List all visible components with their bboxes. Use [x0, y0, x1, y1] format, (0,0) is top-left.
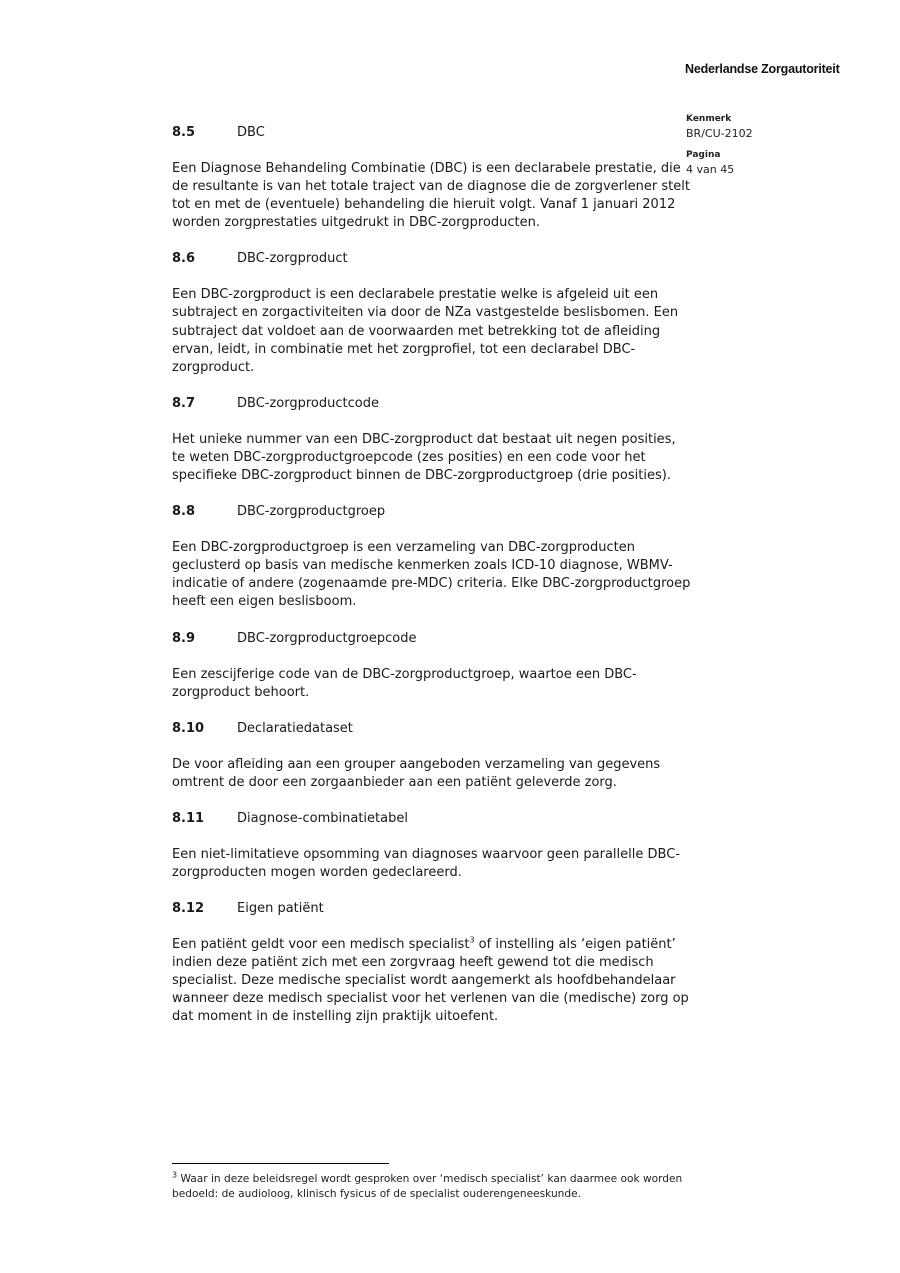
section-8-10	[172, 720, 692, 792]
section-8-5	[172, 124, 692, 232]
section-text: Een DBC-zorgproductgroep is een verzameling van DBC-zorgproducten geclusterd op basis van medische kenmerken zoals ICD-10 diagnose, WBMV-indicatie of andere (zogenaamde pre-MDC) criteria. Elke DBC-zorgproductgroep heeft een eigen beslisboom.	[172, 540, 691, 610]
section-title: DBC	[237, 125, 265, 140]
footnote-number: 3	[172, 1170, 178, 1180]
section-8-9	[172, 630, 692, 702]
section-title: Declaratiedataset	[237, 720, 353, 736]
section-heading	[172, 720, 692, 738]
section-number: 8.9	[172, 630, 196, 646]
section-heading	[172, 900, 692, 918]
text-part: of instelling als ‘eigen patiënt’ indien deze patiënt zich met een zorgvraag heeft gewend tot die medisch specialist. Deze medische specialist wordt aangemerkt als hoofdbehandelaar wanneer deze medisch specialist voor het verlenen van die (medische) zorg op dat moment in de instelling zijn praktijk uitoefent.	[172, 937, 689, 1025]
section-text: Het unieke nummer van een DBC-zorgproduct dat bestaat uit negen posities, te weten DBC-zorgproductgroepcode (zes posities) en een code voor het specifieke DBC-zorgproduct binnen de DBC-zorgproductgroep (drie posities).	[172, 431, 676, 484]
section-text: Een Diagnose Behandeling Combinatie (DBC) is een declarabele prestatie, die de resultante is van het totale traject van de diagnose die de zorgverlener stelt tot en met de (eventuele) behandeling die hieruit volgt. Vanaf 1 januari 2012 worden zorgprestaties uitgedrukt in DBC-zorgproducten.	[172, 161, 690, 231]
pagina-label: Pagina	[686, 150, 721, 160]
section-heading	[172, 810, 692, 828]
section-title: DBC-zorgproductcode	[237, 395, 379, 411]
section-number: 8.7	[172, 395, 196, 411]
section-title: DBC-zorgproductgroepcode	[237, 630, 417, 646]
section-text: De voor afleiding aan een grouper aangeboden verzameling van gegevens omtrent de door een zorgaanbieder aan een patiënt geleverde zorg.	[172, 756, 661, 790]
kenmerk-value: BR/CU-2102	[686, 127, 753, 140]
section-text: Een zescijferige code van de DBC-zorgproductgroep, waartoe een DBC-zorgproduct behoort.	[172, 666, 637, 700]
document-body	[172, 124, 692, 1045]
section-heading	[172, 250, 692, 268]
section-heading	[172, 630, 692, 648]
section-8-7	[172, 395, 692, 485]
section-heading	[172, 124, 692, 142]
footnote	[172, 1172, 692, 1202]
footnote-separator	[172, 1163, 389, 1164]
section-title: Diagnose-combinatietabel	[237, 810, 408, 826]
section-title: DBC-zorgproductgroep	[237, 504, 386, 520]
pagina-value: 4 van 45	[686, 163, 735, 176]
section-8-8	[172, 503, 692, 611]
section-text	[172, 936, 692, 1026]
section-number: 8.5	[172, 125, 196, 140]
kenmerk-label: Kenmerk	[686, 114, 732, 124]
section-8-12	[172, 900, 692, 1026]
section-number: 8.8	[172, 504, 196, 520]
section-heading	[172, 395, 692, 413]
section-text: Een niet-limitatieve opsomming van diagnoses waarvoor geen parallelle DBC-zorgproducten mogen worden gedeclareerd.	[172, 846, 680, 880]
organization-name: Nederlandse Zorgautoriteit	[685, 62, 840, 76]
section-number: 8.6	[172, 251, 196, 267]
section-8-11	[172, 810, 692, 882]
footnote-reference[interactable]: 3	[469, 935, 475, 945]
section-title: DBC-zorgproduct	[237, 251, 348, 267]
text-part: Een patiënt geldt voor een medisch specialist	[172, 937, 470, 953]
section-number: 8.12	[172, 901, 205, 917]
section-number: 8.10	[172, 720, 205, 736]
section-number: 8.11	[172, 810, 205, 826]
section-8-6	[172, 250, 692, 376]
section-text: Een DBC-zorgproduct is een declarabele prestatie welke is afgeleid uit een subtraject en zorgactiviteiten via door de NZa vastgestelde beslisbomen. Een subtraject dat voldoet aan de voorwaarden met betrekking tot de afleiding ervan, leidt, in combinatie met het zorgprofiel, tot een declarabel DBC-zorgproduct.	[172, 287, 679, 375]
section-heading	[172, 503, 692, 521]
footnote-text: Waar in deze beleidsregel wordt gesproken over ‘medisch specialist’ kan daarmee ook worden bedoeld: de audioloog, klinisch fysicus of de specialist ouderengeneeskunde.	[172, 1173, 683, 1200]
section-title: Eigen patiënt	[237, 901, 324, 917]
